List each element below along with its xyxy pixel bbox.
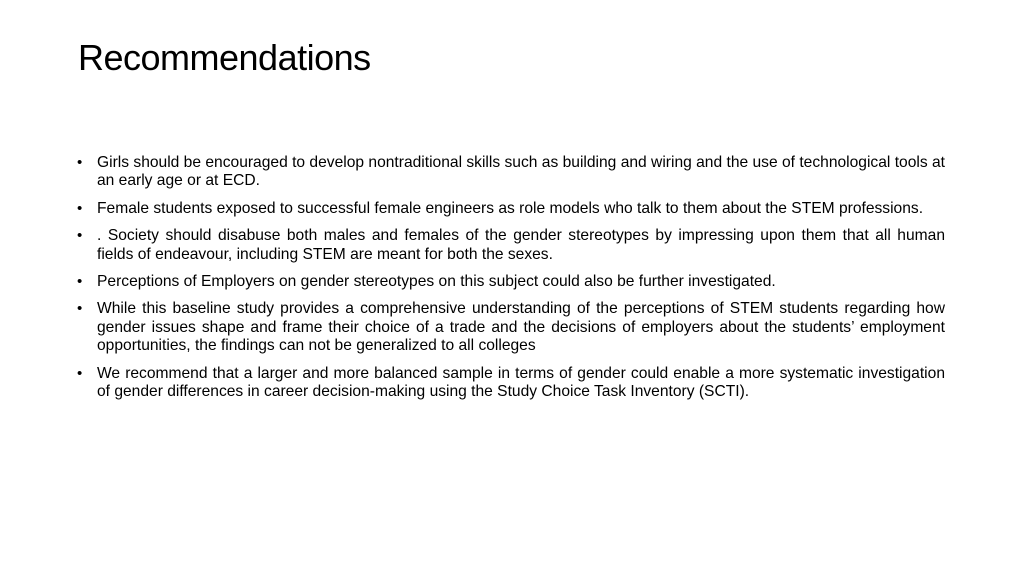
bullet-icon: • <box>77 300 83 318</box>
bullet-item <box>77 365 945 402</box>
bullet-item <box>77 273 945 291</box>
bullet-text: Female students exposed to successful female engineers as role models who talk to them about the STEM professions. <box>97 199 924 217</box>
bullet-icon: • <box>77 199 83 217</box>
bullet-icon: • <box>77 273 83 291</box>
bullet-text: We recommend that a larger and more balanced sample in terms of gender could enable a more systematic investigation of gender differences in career decision-making using the Study Choice Task Inventory (SCTI). <box>97 364 945 401</box>
bullet-list <box>77 154 945 410</box>
bullet-text: While this baseline study provides a comprehensive understanding of the perceptions of STEM students regarding how gender issues shape and frame their choice of a trade and the decisions of employers about the students’ employment opportunities, the findings can not be generalized to all colleges <box>97 300 945 355</box>
bullet-icon: • <box>77 364 83 382</box>
bullet-text: Girls should be encouraged to develop nontraditional skills such as building and wiring and the use of technological tools at an early age or at ECD. <box>97 154 945 190</box>
bullet-item <box>77 300 945 355</box>
slide-title: Recommendations <box>78 37 371 78</box>
bullet-item <box>77 200 945 218</box>
bullet-icon: • <box>77 154 83 171</box>
bullet-item <box>77 227 945 264</box>
bullet-icon: • <box>77 227 83 245</box>
bullet-item <box>77 154 945 191</box>
bullet-text: Perceptions of Employers on gender stereotypes on this subject could also be further investigated. <box>97 273 776 291</box>
bullet-text: . Society should disabuse both males and females of the gender stereotypes by impressing upon them that all human fields of endeavour, including STEM are meant for both the sexes. <box>97 227 945 263</box>
